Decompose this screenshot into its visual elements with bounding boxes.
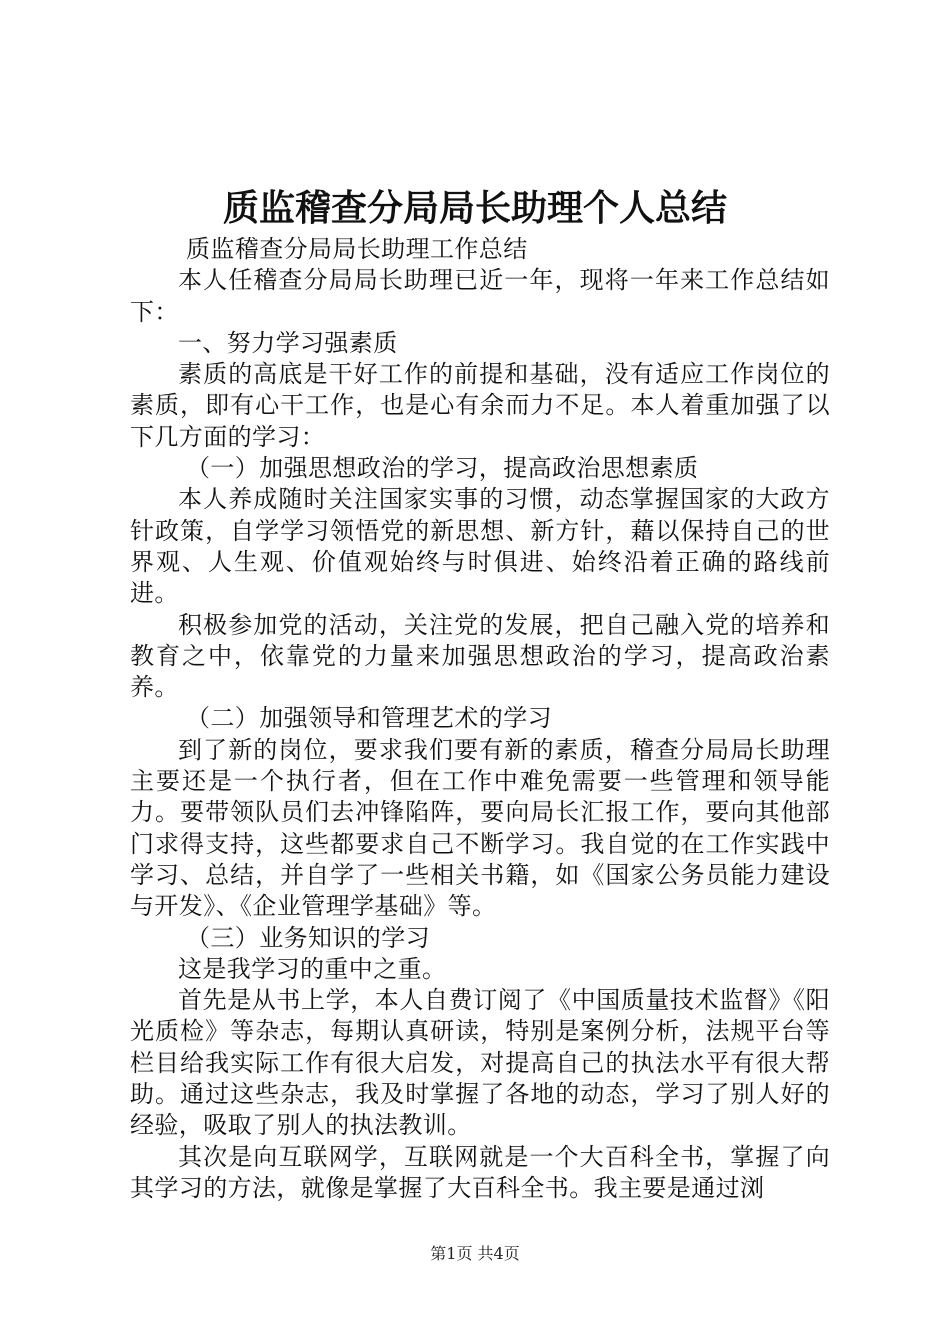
document-body	[130, 234, 830, 1204]
paragraph: 积极参加党的活动，关注党的发展，把自己融入党的培养和教育之中，依靠党的力量来加强思想政治的学习，提高政治素养。	[130, 610, 830, 702]
paragraph: 到了新的岗位，要求我们要有新的素质，稽查分局局长助理主要还是一个执行者，但在工作中难免需要一些管理和领导能力。要带领队员们去冲锋陷阵，要向局长汇报工作，要向其他部门求得支持，这些都要求自己不断学习。我自觉的在工作实践中学习、总结，并自学了一些相关书籍，如《国家公务员能力建设与开发》、《企业管理学基础》等。	[130, 735, 830, 921]
paragraph: 本人任稽查分局局长助理已近一年，现将一年来工作总结如下：	[130, 266, 830, 326]
page-number-footer: 第1页 共4页	[430, 1244, 520, 1263]
paragraph: 本人养成随时关注国家实事的习惯，动态掌握国家的大政方针政策，自学学习领悟党的新思想、新方针，藉以保持自己的世界观、人生观、价值观始终与时俱进、始终沿着正确的路线前进。	[130, 485, 830, 608]
paragraph-subtitle: 质监稽查分局局长助理工作总结	[186, 235, 528, 263]
subsection-heading: （一）加强思想政治的学习，提高政治思想素质	[186, 454, 699, 483]
paragraph: 素质的高底是干好工作的前提和基础，没有适应工作岗位的素质，即有心干工作，也是心有余而力不足。本人着重加强了以下几方面的学习：	[130, 360, 830, 451]
document-title: 质监稽查分局局长助理个人总结	[222, 187, 727, 229]
section-heading: 一、努力学习强素质	[178, 328, 398, 357]
paragraph: 首先是从书上学，本人自费订阅了《中国质量技术监督》《阳光质检》等杂志，每期认真研读，特别是案例分析，法规平台等栏目给我实际工作有很大启发，对提高自己的执法水平有很大帮助。通过这些杂志，我及时掌握了各地的动态，学习了别人好的经验，吸取了别人的执法教训。	[130, 986, 830, 1140]
paragraph: 这是我学习的重中之重。	[178, 954, 447, 983]
paragraph: 其次是向互联网学，互联网就是一个大百科全书，掌握了向其学习的方法，就像是掌握了大百科全书。我主要是通过浏	[130, 1142, 830, 1202]
subsection-heading: （三）业务知识的学习	[186, 923, 430, 952]
subsection-heading: （二）加强领导和管理艺术的学习	[186, 704, 552, 733]
